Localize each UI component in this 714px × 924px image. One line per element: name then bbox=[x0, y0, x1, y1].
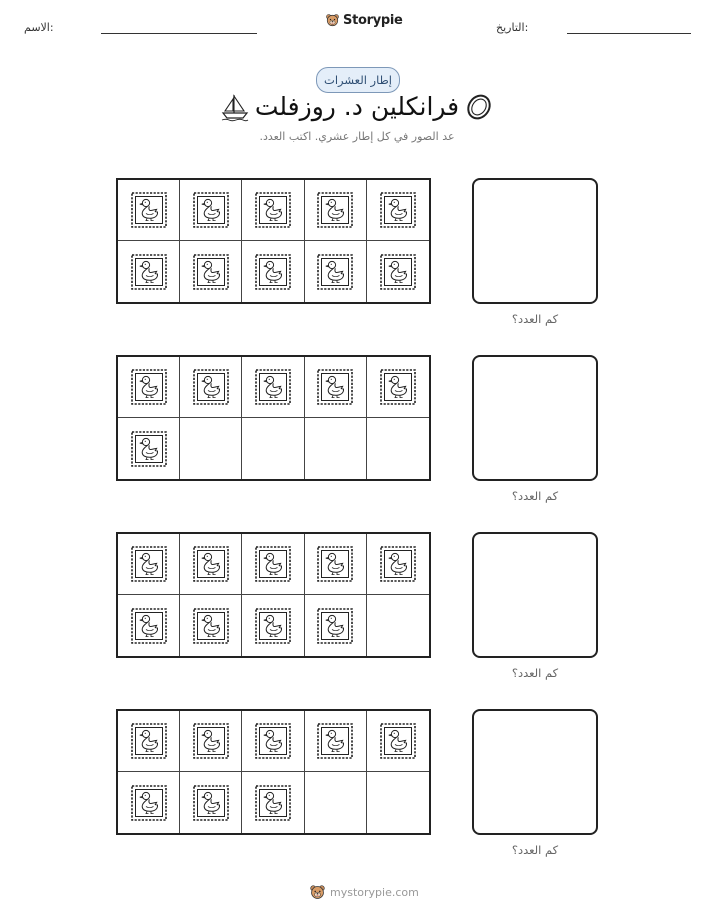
ten-frame-cell bbox=[242, 534, 304, 595]
category-badge: إطار العشرات bbox=[316, 67, 400, 93]
ten-frame-3 bbox=[116, 532, 431, 658]
ten-frame-cell bbox=[367, 534, 429, 595]
duck-stamp-icon bbox=[253, 721, 293, 761]
ten-frame-cell bbox=[242, 418, 304, 479]
ten-frame-cell bbox=[305, 357, 367, 418]
duck-stamp-icon bbox=[129, 252, 169, 292]
ten-frame-cell bbox=[118, 711, 180, 772]
ten-frame-cell bbox=[118, 772, 180, 833]
instructions: عد الصور في كل إطار عشري. اكتب العدد. bbox=[259, 130, 455, 143]
duck-stamp-icon bbox=[315, 606, 355, 646]
duck-stamp-icon bbox=[253, 367, 293, 407]
bear-mascot-icon bbox=[309, 884, 326, 901]
duck-stamp-icon bbox=[191, 721, 231, 761]
duck-stamp-icon bbox=[191, 190, 231, 230]
page-title: فرانكلين د. روزفلت bbox=[254, 92, 460, 121]
duck-stamp-icon bbox=[129, 721, 169, 761]
ten-frame-cell bbox=[118, 241, 180, 302]
name-label: الاسم: bbox=[24, 21, 54, 34]
duck-stamp-icon bbox=[378, 544, 418, 584]
duck-stamp-icon bbox=[315, 367, 355, 407]
ten-frame-cell bbox=[305, 241, 367, 302]
footer bbox=[309, 884, 419, 901]
ten-frame-cell bbox=[305, 180, 367, 241]
how-many-label: كم العدد؟ bbox=[511, 666, 559, 680]
ten-frame-cell bbox=[180, 595, 242, 656]
ten-frame-cell bbox=[180, 418, 242, 479]
answer-box-2[interactable] bbox=[472, 355, 598, 481]
how-many-label: كم العدد؟ bbox=[511, 843, 559, 857]
duck-stamp-icon bbox=[315, 544, 355, 584]
duck-stamp-icon bbox=[129, 783, 169, 823]
ten-frame-cell bbox=[242, 241, 304, 302]
duck-stamp-icon bbox=[253, 252, 293, 292]
duck-stamp-icon bbox=[253, 190, 293, 230]
duck-stamp-icon bbox=[378, 721, 418, 761]
ten-frame-cell bbox=[367, 357, 429, 418]
duck-stamp-icon bbox=[191, 544, 231, 584]
ten-frame-cell bbox=[367, 180, 429, 241]
ten-frame-cell bbox=[367, 595, 429, 656]
ten-frame-cell bbox=[118, 357, 180, 418]
date-label: التاريخ: bbox=[496, 21, 529, 34]
name-line[interactable] bbox=[101, 33, 257, 34]
duck-stamp-icon bbox=[129, 606, 169, 646]
ten-frame-cell bbox=[305, 534, 367, 595]
duck-stamp-icon bbox=[378, 367, 418, 407]
answer-box-4[interactable] bbox=[472, 709, 598, 835]
duck-stamp-icon bbox=[129, 429, 169, 469]
duck-stamp-icon bbox=[129, 190, 169, 230]
brand-name: Storypie bbox=[343, 13, 403, 28]
ten-frame-cell bbox=[118, 595, 180, 656]
ten-frame-cell bbox=[367, 711, 429, 772]
ten-frame-cell bbox=[180, 180, 242, 241]
ten-frame-cell bbox=[242, 595, 304, 656]
duck-stamp-icon bbox=[315, 252, 355, 292]
ten-frame-cell bbox=[242, 357, 304, 418]
footer-url[interactable]: mystorypie.com bbox=[330, 886, 419, 899]
ten-frame-1 bbox=[116, 178, 431, 304]
ten-frame-2 bbox=[116, 355, 431, 481]
ten-frame-cell bbox=[305, 595, 367, 656]
ten-frame-cell bbox=[118, 418, 180, 479]
duck-stamp-icon bbox=[191, 367, 231, 407]
ten-frame-cell bbox=[367, 418, 429, 479]
ten-frame-cell bbox=[180, 711, 242, 772]
bear-mascot-icon bbox=[325, 13, 340, 28]
answer-box-1[interactable] bbox=[472, 178, 598, 304]
ten-frame-cell bbox=[180, 772, 242, 833]
ten-frame-4 bbox=[116, 709, 431, 835]
how-many-label: كم العدد؟ bbox=[511, 489, 559, 503]
duck-stamp-icon bbox=[191, 606, 231, 646]
ten-frame-cell bbox=[118, 180, 180, 241]
ten-frame-cell bbox=[180, 357, 242, 418]
sailboat-icon bbox=[221, 92, 249, 122]
duck-stamp-icon bbox=[315, 721, 355, 761]
duck-stamp-icon bbox=[129, 367, 169, 407]
duck-stamp-icon bbox=[129, 544, 169, 584]
ten-frame-cell bbox=[242, 711, 304, 772]
brand-logo bbox=[325, 13, 403, 28]
duck-stamp-icon bbox=[191, 783, 231, 823]
duck-stamp-icon bbox=[191, 252, 231, 292]
ten-frame-cell bbox=[118, 534, 180, 595]
ten-frame-cell bbox=[367, 772, 429, 833]
answer-box-3[interactable] bbox=[472, 532, 598, 658]
ten-frame-cell bbox=[305, 711, 367, 772]
ten-frame-cell bbox=[305, 418, 367, 479]
date-line[interactable] bbox=[567, 33, 691, 34]
ten-frame-cell bbox=[242, 180, 304, 241]
ten-frame-cell bbox=[180, 534, 242, 595]
ten-frame-cell bbox=[242, 772, 304, 833]
ten-frame-cell bbox=[180, 241, 242, 302]
duck-stamp-icon bbox=[253, 783, 293, 823]
ten-frame-cell bbox=[305, 772, 367, 833]
ten-frame-cell bbox=[367, 241, 429, 302]
duck-stamp-icon bbox=[315, 190, 355, 230]
duck-stamp-icon bbox=[253, 544, 293, 584]
how-many-label: كم العدد؟ bbox=[511, 312, 559, 326]
duck-stamp-icon bbox=[378, 190, 418, 230]
duck-stamp-icon bbox=[253, 606, 293, 646]
duck-stamp-icon bbox=[378, 252, 418, 292]
ring-icon bbox=[464, 92, 494, 122]
